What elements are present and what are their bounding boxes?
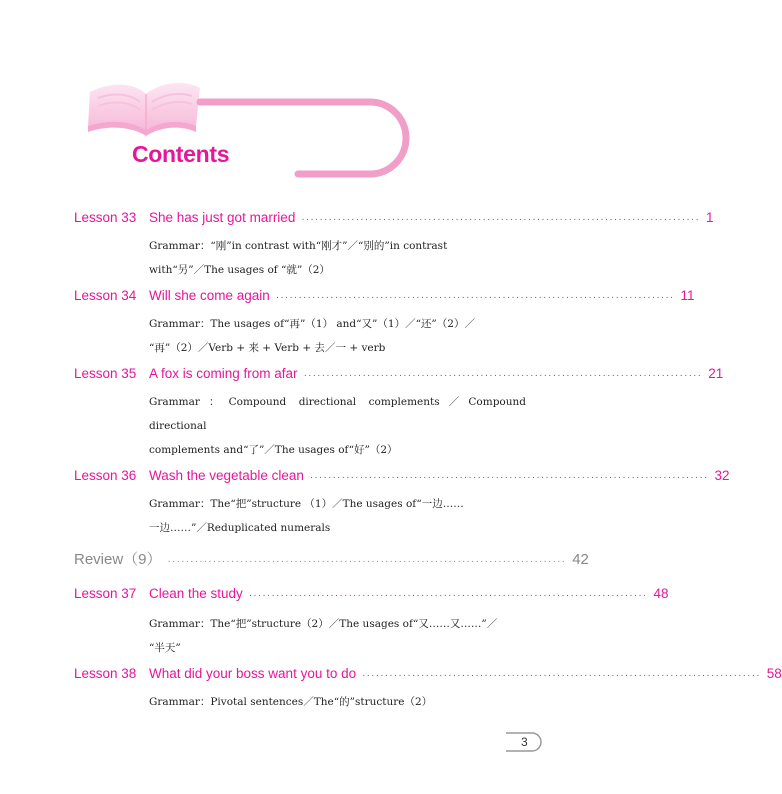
review-label: Review（9） <box>74 551 162 568</box>
toc-entry-lesson-36[interactable] <box>74 468 730 540</box>
lesson-number: Lesson 36 <box>74 468 137 483</box>
toc-entry-lesson-33[interactable] <box>74 210 714 282</box>
grammar-note: Grammar：Compound directional complements／Compound directional complements and“了”／The usages of“好”（2） <box>149 396 526 456</box>
lesson-number: Lesson 33 <box>74 210 137 225</box>
lesson-number: Lesson 37 <box>74 586 137 601</box>
lesson-number: Lesson 34 <box>74 288 137 303</box>
grammar-note: Grammar：Pivotal sentences／The“的”structure（2） <box>149 696 433 708</box>
lesson-number: Lesson 35 <box>74 366 137 381</box>
lesson-title: Wash the vegetable clean <box>149 468 304 483</box>
page-number: 11 <box>680 288 695 303</box>
leader-dots: ························································································ <box>301 214 700 225</box>
grammar-note: Grammar：“刚”in contrast with“刚才”／“别的”in contrast with“另”／The usages of “就”（2） <box>149 240 448 276</box>
folio-page-number: 3 <box>521 735 528 749</box>
page-title: Contents <box>132 141 230 167</box>
grammar-note: Grammar：The“把”structure （1）／The usages of“一边…… 一边……”／Reduplicated numerals <box>149 498 464 534</box>
page-number: 32 <box>714 468 730 483</box>
page-number: 1 <box>705 210 714 225</box>
contents-header <box>0 0 600 200</box>
leader-dots: ························································································ <box>248 590 648 601</box>
lesson-title: She has just got married <box>149 210 296 225</box>
toc-entry-review-9[interactable] <box>74 548 589 576</box>
leader-dots: ························································································ <box>167 556 567 567</box>
toc-entry-lesson-38[interactable] <box>74 666 782 714</box>
page-number: 21 <box>708 366 724 381</box>
grammar-note: Grammar：The“把”structure（2）／The usages of“又……又……”／ “半天” <box>149 618 498 654</box>
grammar-note: Grammar：The usages of“再”（1） and“又”（1）／“还”（2）／ “再”（2）／Verb + 来 + Verb + 去／一 + verb <box>149 318 475 354</box>
toc-entry-lesson-37[interactable] <box>74 586 669 660</box>
lesson-title: What did your boss want you to do <box>149 666 357 681</box>
leader-dots: ························································································ <box>303 370 703 381</box>
table-of-contents <box>74 210 782 714</box>
lesson-number: Lesson 38 <box>74 666 137 681</box>
page-number: 42 <box>572 551 589 568</box>
toc-entry-lesson-34[interactable] <box>74 288 695 360</box>
page-number: 58 <box>766 666 782 681</box>
leader-dots: ························································································ <box>362 670 761 681</box>
page-number: 48 <box>653 586 669 601</box>
toc-entry-lesson-35[interactable] <box>74 366 724 462</box>
header-bracket-decoration <box>200 96 416 178</box>
leader-dots: ························································································ <box>309 472 709 483</box>
lesson-title: Clean the study <box>149 586 243 601</box>
open-book-icon <box>84 72 204 140</box>
lesson-title: A fox is coming from afar <box>149 366 298 381</box>
leader-dots: ························································································ <box>275 292 675 303</box>
lesson-title: Will she come again <box>149 288 270 303</box>
